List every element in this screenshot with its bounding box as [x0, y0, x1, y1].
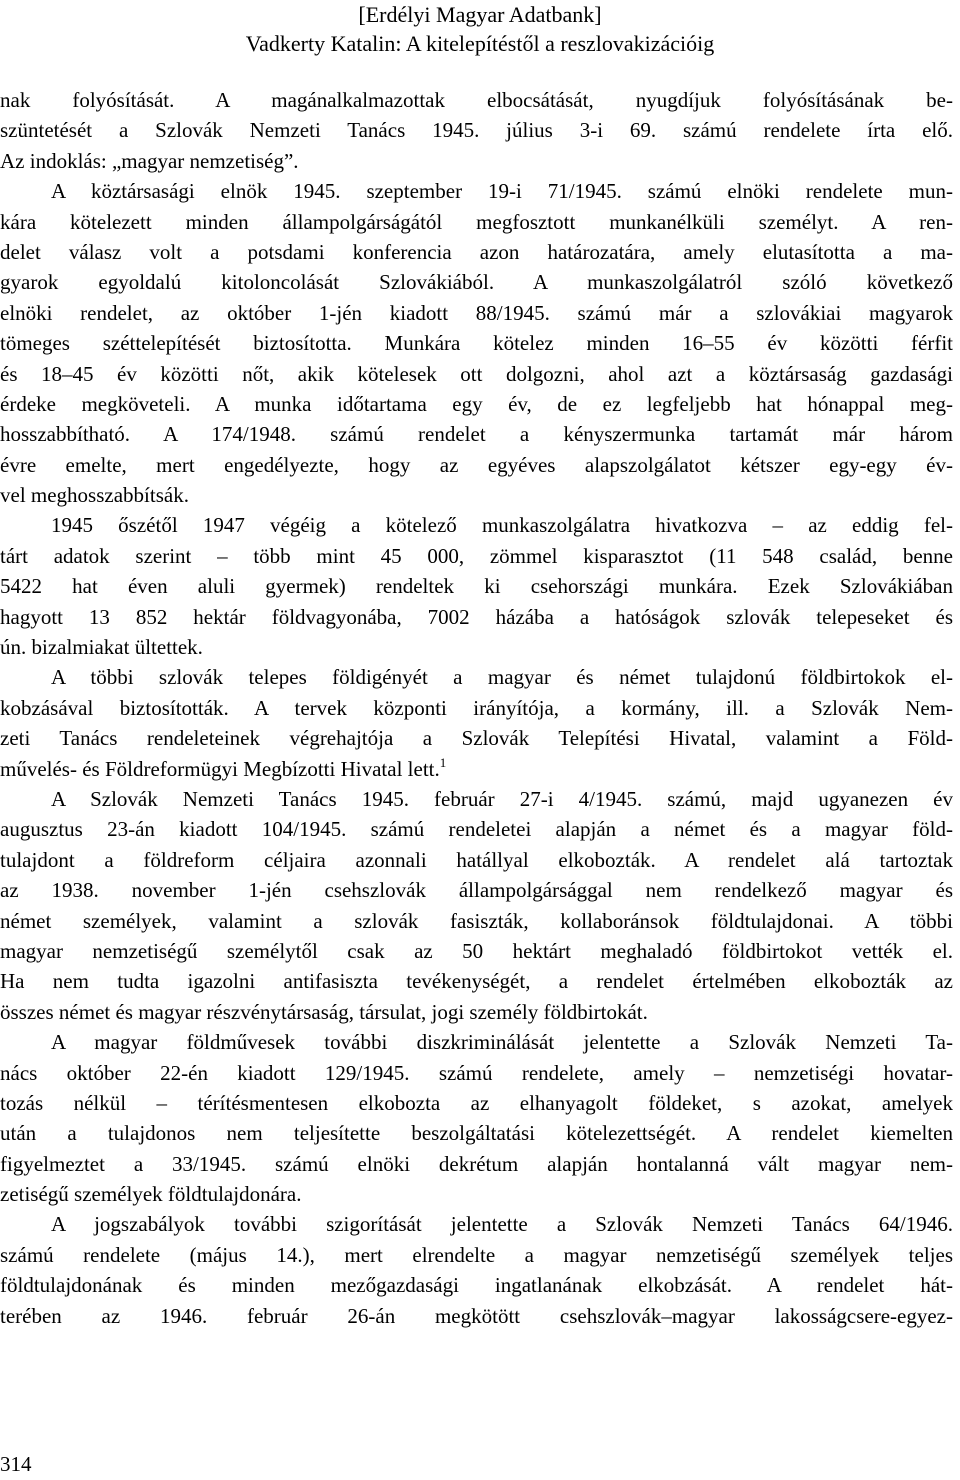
- text-line: magyar nemzetiségű személytől csak az 50 hektárt meghaladó földbirtokot vették el.: [0, 938, 953, 963]
- body-text: [0, 85, 953, 1331]
- text-line: hosszabbítható. A 174/1948. számú rendelet a kényszermunka tartamát már három: [0, 422, 953, 447]
- text-line: nak folyósítását. A magánalkalmazottak elbocsátását, nyugdíjuk folyósításának be-: [0, 88, 953, 112]
- text-line: A magyar földművesek további diszkriminálását jelentette a Szlovák Nemzeti Ta-: [51, 1030, 953, 1055]
- header-title: Vadkerty Katalin: A kitelepítéstől a reszlovakizációig: [245, 31, 715, 56]
- text-line: A többi szlovák telepes földigényét a magyar és német tulajdonú földbirtokok el-: [51, 665, 953, 690]
- text-line: gyarok egyoldalú kitoloncolását Szlovákiából. A munkaszolgálatról szóló következő: [0, 270, 953, 295]
- text-line: Ha nem tudta igazolni antifasiszta tevékenységét, a rendelet értelmében elkobozták az: [0, 969, 953, 994]
- text-line: az 1938. november 1-jén csehszlovák állampolgársággal nem rendelkező magyar és: [0, 878, 953, 903]
- text-line: tulajdont a földreform céljaira azonnali hatállyal elkobozták. A rendelet alá tartoztak: [0, 847, 953, 872]
- text-line: összes német és magyar részvénytársaság, társulat, jogi személy földbirtokát.: [0, 999, 648, 1024]
- text-line-with-footnote: [0, 754, 953, 784]
- text-line: tárt adatok szerint – több mint 45 000, zömmel kisparasztot (11 548 család, benne: [0, 543, 953, 568]
- text-line: kára kötelezett minden állampolgárságától megfosztott munkanélküli személyt. A ren-: [0, 209, 953, 234]
- text-line: vel meghosszabbítsák.: [0, 483, 189, 508]
- text-line: tozás nélkül – térítésmentesen elkobozta az elhanyagolt földeket, s azokat, amelyek: [0, 1090, 953, 1115]
- text-line: delet válasz volt a potsdami konferencia azon határozatára, amely elutasította a ma-: [0, 239, 953, 264]
- text-line: után a tulajdonos nem teljesítette beszolgáltatási kötelezettségét. A rendelet kiemelten: [0, 1121, 953, 1146]
- text-line: Az indoklás: „magyar nemzetiség”.: [0, 148, 299, 173]
- text-line: A jogszabályok további szigorítását jelentette a Szlovák Nemzeti Tanács 64/1946.: [51, 1212, 953, 1237]
- text-line: évre emelte, mert engedélyezte, hogy az egyéves alapszolgálatot kétszer egy-egy év-: [0, 452, 953, 477]
- text-line: számú rendelete (május 14.), mert elrendelte a magyar nemzetiségű személyek teljes: [0, 1242, 953, 1267]
- running-header: [0, 0, 960, 58]
- text-line: zeti Tanács rendeleteinek végrehajtója a Szlovák Telepítési Hivatal, valamint a Föld-: [0, 726, 953, 751]
- text-line: augusztus 23-án kiadott 104/1945. számú rendeletei alapján a német és a magyar föld-: [0, 817, 953, 842]
- text-line: szüntetését a Szlovák Nemzeti Tanács 1945. július 3-i 69. számú rendelete írta elő.: [0, 118, 953, 143]
- text-line: terében az 1946. február 26-án megkötött csehszlovák–magyar lakosságcsere-egyez-: [0, 1303, 953, 1328]
- text-line: elnöki rendelet, az október 1-jén kiadott 88/1945. számú már a szlovákiai magyarok: [0, 300, 953, 325]
- text-line-content: művelés- és Földreformügyi Megbízotti Hivatal lett.: [0, 756, 440, 781]
- text-line: 5422 hat éven aluli gyermek) rendeltek ki csehországi munkára. Ezek Szlovákiában: [0, 574, 953, 599]
- text-line: érdeke megköveteli. A munka időtartama egy év, de ez legfeljebb hat hónappal meg-: [0, 391, 953, 416]
- text-line: német személyek, valamint a szlovák fasiszták, kollaboránsok földtulajdonai. A többi: [0, 908, 953, 933]
- page-number: 314: [0, 1452, 32, 1476]
- text-line: nács október 22-én kiadott 129/1945. számú rendelete, amely – nemzetiségi hovatar-: [0, 1060, 953, 1085]
- header-source: [Erdélyi Magyar Adatbank]: [358, 2, 602, 27]
- text-line: zetiségű személyek földtulajdonára.: [0, 1182, 302, 1207]
- text-line: 1945 őszétől 1947 végéig a kötelező munkaszolgálatra hivatkozva – az eddig fel-: [51, 513, 953, 538]
- text-line: figyelmeztet a 33/1945. számú elnöki dekrétum alapján hontalanná vált magyar nem-: [0, 1151, 953, 1176]
- text-line: tömeges széttelepítését biztosította. Munkára kötelez minden 16–55 év közötti férfit: [0, 331, 953, 356]
- text-line: A köztársasági elnök 1945. szeptember 19-i 71/1945. számú elnöki rendelete mun-: [51, 179, 953, 204]
- text-line: A Szlovák Nemzeti Tanács 1945. február 27-i 4/1945. számú, majd ugyanezen év: [51, 786, 953, 811]
- text-line: hagyott 13 852 hektár földvagyonába, 7002 házába a hatóságok szlovák telepeseket és: [0, 604, 953, 629]
- footnote-reference[interactable]: 1: [439, 754, 447, 770]
- text-line: kobzásával biztosították. A tervek központi irányítója, a kormány, ill. a Szlovák Nem-: [0, 695, 953, 720]
- text-line: földtulajdonának és minden mezőgazdasági ingatlanának elkobzását. A rendelet hát-: [0, 1273, 953, 1298]
- text-line: ún. bizalmiakat ültettek.: [0, 635, 203, 660]
- text-line: és 18–45 év közötti nőt, akik kötelesek ott dolgozni, ahol azt a köztársaság gazdasági: [0, 361, 953, 386]
